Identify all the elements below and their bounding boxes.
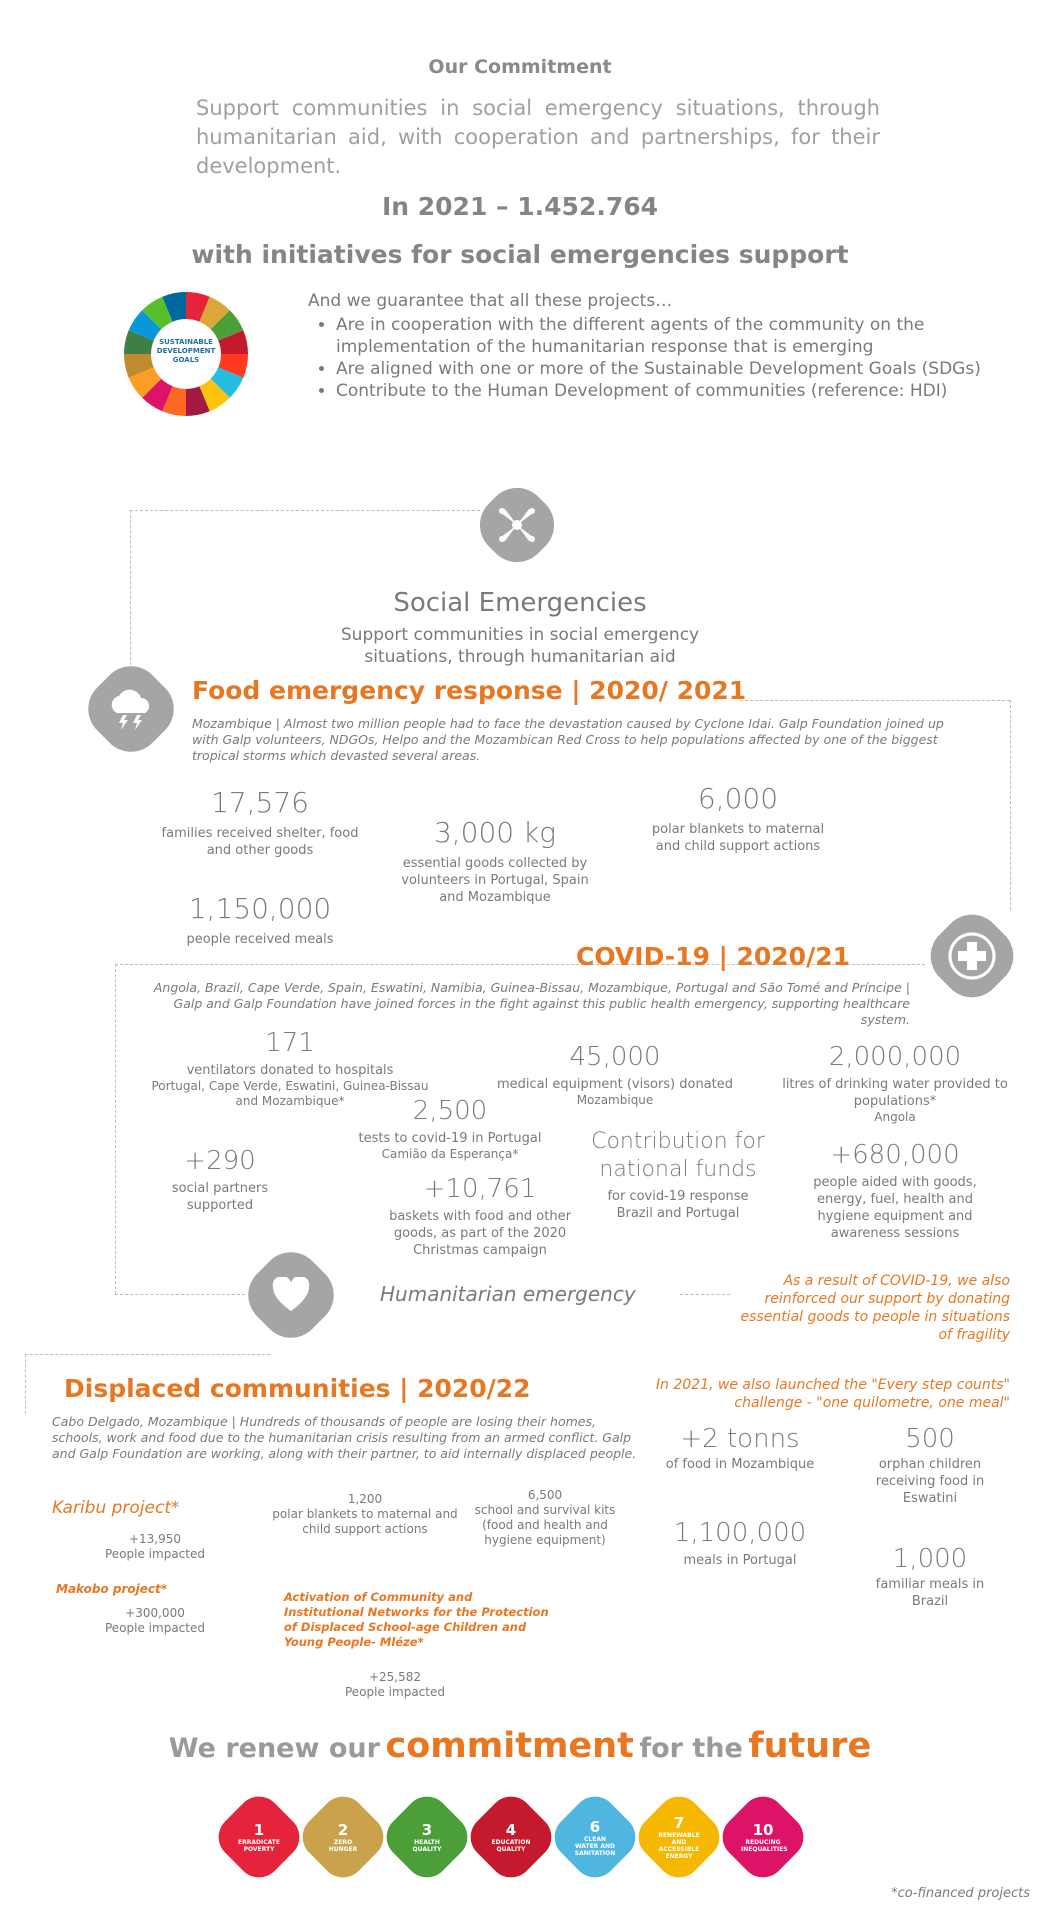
- karibu-project: Karibu project*: [52, 1498, 180, 1518]
- covid-stat: 171 ventilators donated to hospitals Portugal, Cape Verde, Eswatini, Guinea-Bissau and Mozambique*: [151, 1028, 429, 1108]
- sdg-label: EDUCATION QUALITY: [491, 1839, 531, 1853]
- challenge-stat: 1,100,000 meals in Portugal: [673, 1518, 807, 1568]
- food-stat: 3,000 kg essential goods collected by volunteers in Portugal, Spain and Mozambique: [401, 816, 589, 905]
- sdg-number: 1: [253, 1821, 265, 1839]
- karibu-stat: +13,950 People impacted: [105, 1532, 205, 1561]
- guarantee-item: • Contribute to the Human Development of communities (reference: HDI): [336, 380, 1008, 402]
- sdg-tile-content: [722, 1796, 804, 1878]
- kits-stat: 6,500 school and survival kits (food and health and hygiene equipment): [474, 1488, 616, 1547]
- renew-commitment: We renew our commitment for the future: [168, 1726, 872, 1766]
- covid-stat: +290 social partners supported: [171, 1146, 269, 1213]
- humanitarian-note: As a result of COVID-19, we also reinforced our support by donating essential goods to people in situations of fragility: [740, 1273, 1010, 1343]
- challenge-title: In 2021, we also launched the "Every step counts" challenge - "one quilometre, one meal": [655, 1377, 1010, 1411]
- guarantee-lead: And we guarantee that all these projects…: [308, 291, 673, 311]
- sdg-number: 3: [421, 1821, 433, 1839]
- makobo-stat: +300,000 People impacted: [105, 1606, 205, 1635]
- challenge-stat: 500 orphan children receiving food in Eswatini: [875, 1424, 985, 1506]
- challenge-stat: 1,000 familiar meals in Brazil: [875, 1544, 985, 1609]
- social-title: Social Emergencies: [393, 588, 647, 618]
- covid-title: COVID-19 | 2020/21: [576, 942, 850, 971]
- sdg-logo-text: SUSTAINABLE DEVELOPMENT GOALS: [156, 338, 216, 364]
- humanitarian-label: Humanitarian emergency: [380, 1282, 636, 1306]
- co-financed-note: *co-financed projects: [891, 1886, 1030, 1901]
- covid-stat: 2,500 tests to covid-19 in Portugal Camião da Esperança*: [358, 1096, 542, 1161]
- covid-stat: +10,761 baskets with food and other goods, as part of the 2020 Christmas campaign: [389, 1174, 571, 1258]
- page-title: Our Commitment: [428, 56, 612, 78]
- sdg-label: REDUCING INEQUALITIES: [741, 1839, 788, 1853]
- medical-cross-icon: [934, 918, 1010, 994]
- food-stat: 1,150,000 people received meals: [186, 892, 334, 947]
- sdg-number: 6: [589, 1817, 601, 1836]
- covid-stat: Contribution for national funds for covid-19 response Brazil and Portugal: [591, 1129, 765, 1221]
- heart-icon: [252, 1256, 330, 1334]
- sdg-tile: [386, 1796, 468, 1878]
- hands-together-icon: [482, 490, 552, 560]
- sdg-number: 10: [752, 1821, 774, 1839]
- sdg-number: 4: [505, 1821, 517, 1839]
- sdg-tile-content: [554, 1796, 636, 1878]
- sdg-tile: [302, 1796, 384, 1878]
- guarantee-item: • Are in cooperation with the different agents of the community on the implementation of the humanitarian response that is emerging: [336, 314, 1008, 358]
- sdg-tile-content: [386, 1796, 468, 1878]
- food-desc: Mozambique | Almost two million people had to face the devastation caused by Cyclone Idai. Galp Foundation joined up with Galp volunteers, NDGOs, Helpo and the Mozambican Red Cross to help populations affected by one of the biggest tropical storms which devasted several areas.: [192, 716, 944, 763]
- covid-stat: +680,000 people aided with goods, energy, fuel, health and hygiene equipment and awareness sessions: [813, 1140, 977, 1241]
- sdg-icons-row: [0, 1790, 1040, 1890]
- displaced-desc: Cabo Delgado, Mozambique | Hundreds of thousands of people are losing their homes, schools, work and food due to the humanitarian crisis resulting from an armed conflict. Galp and Galp Foundation are working, along with their partner, to aid internally displaced people.: [52, 1414, 637, 1461]
- sdg-tile-content: [470, 1796, 552, 1878]
- covid-desc: Angola, Brazil, Cape Verde, Spain, Eswatini, Namibia, Guinea-Bissau, Mozambique, Portugal and São Tomé and Príncipe | Galp and Galp Foundation have joined forces in the fight against this public health emergency, supporting healthcare system.: [153, 980, 910, 1027]
- sdg-wheel-logo: [122, 290, 250, 418]
- sdg-label: ERRADICATE POVERTY: [238, 1839, 280, 1853]
- year-value: In 2021 – 1.452.764: [381, 192, 659, 221]
- sdg-tile-content: [302, 1796, 384, 1878]
- sdg-label: ZERO HUNGER: [328, 1839, 358, 1853]
- social-subtitle: Support communities in social emergency situations, through humanitarian aid: [340, 625, 700, 667]
- storm-cloud-icon: [92, 670, 170, 748]
- sdg-tile: [722, 1796, 804, 1878]
- activation-project: Activation of Community and Institutional Networks for the Protection of Displaced School-age Children and Young People- Mléze*: [284, 1590, 549, 1649]
- blankets-stat: 1,200 polar blankets to maternal and child support actions: [272, 1492, 458, 1536]
- guarantee-item: • Are aligned with one or more of the Sustainable Development Goals (SDGs): [336, 358, 1008, 380]
- sdg-label: RENEWABLE AND ACCESSIBLE ENERGY: [658, 1832, 700, 1860]
- food-stat: 17,576 families received shelter, food and other goods: [161, 786, 359, 858]
- activation-stat: +25,582 People impacted: [345, 1670, 445, 1699]
- makobo-project: Makobo project*: [56, 1582, 167, 1596]
- sdg-tile: [554, 1796, 636, 1878]
- covid-stat: 45,000 medical equipment (visors) donated Mozambique: [496, 1042, 734, 1107]
- guarantee-block: [308, 290, 1008, 402]
- sdg-tile: [638, 1796, 720, 1878]
- displaced-title: Displaced communities | 2020/22: [64, 1374, 531, 1403]
- challenge-stat: +2 tonns of food in Mozambique: [665, 1424, 815, 1472]
- food-title: Food emergency response | 2020/ 2021: [192, 676, 747, 705]
- sdg-tile-content: [218, 1796, 300, 1878]
- intro-text: Support communities in social emergency situations, through humanitarian aid, with cooperation and partnerships, for their development.: [196, 96, 880, 178]
- sdg-tile-content: [638, 1796, 720, 1878]
- food-stat: 6,000 polar blankets to maternal and child support actions: [651, 782, 825, 854]
- sdg-tile: [218, 1796, 300, 1878]
- sdg-number: 2: [337, 1821, 349, 1839]
- sdg-number: 7: [673, 1814, 685, 1832]
- covid-stat: 2,000,000 litres of drinking water provided to populations* Angola: [782, 1042, 1008, 1124]
- sdg-label: HEALTH QUALITY: [412, 1839, 442, 1853]
- sdg-label: CLEAN WATER AND SANITATION: [574, 1835, 616, 1857]
- sdg-tile: [470, 1796, 552, 1878]
- year-caption: with initiatives for social emergencies support: [191, 240, 849, 269]
